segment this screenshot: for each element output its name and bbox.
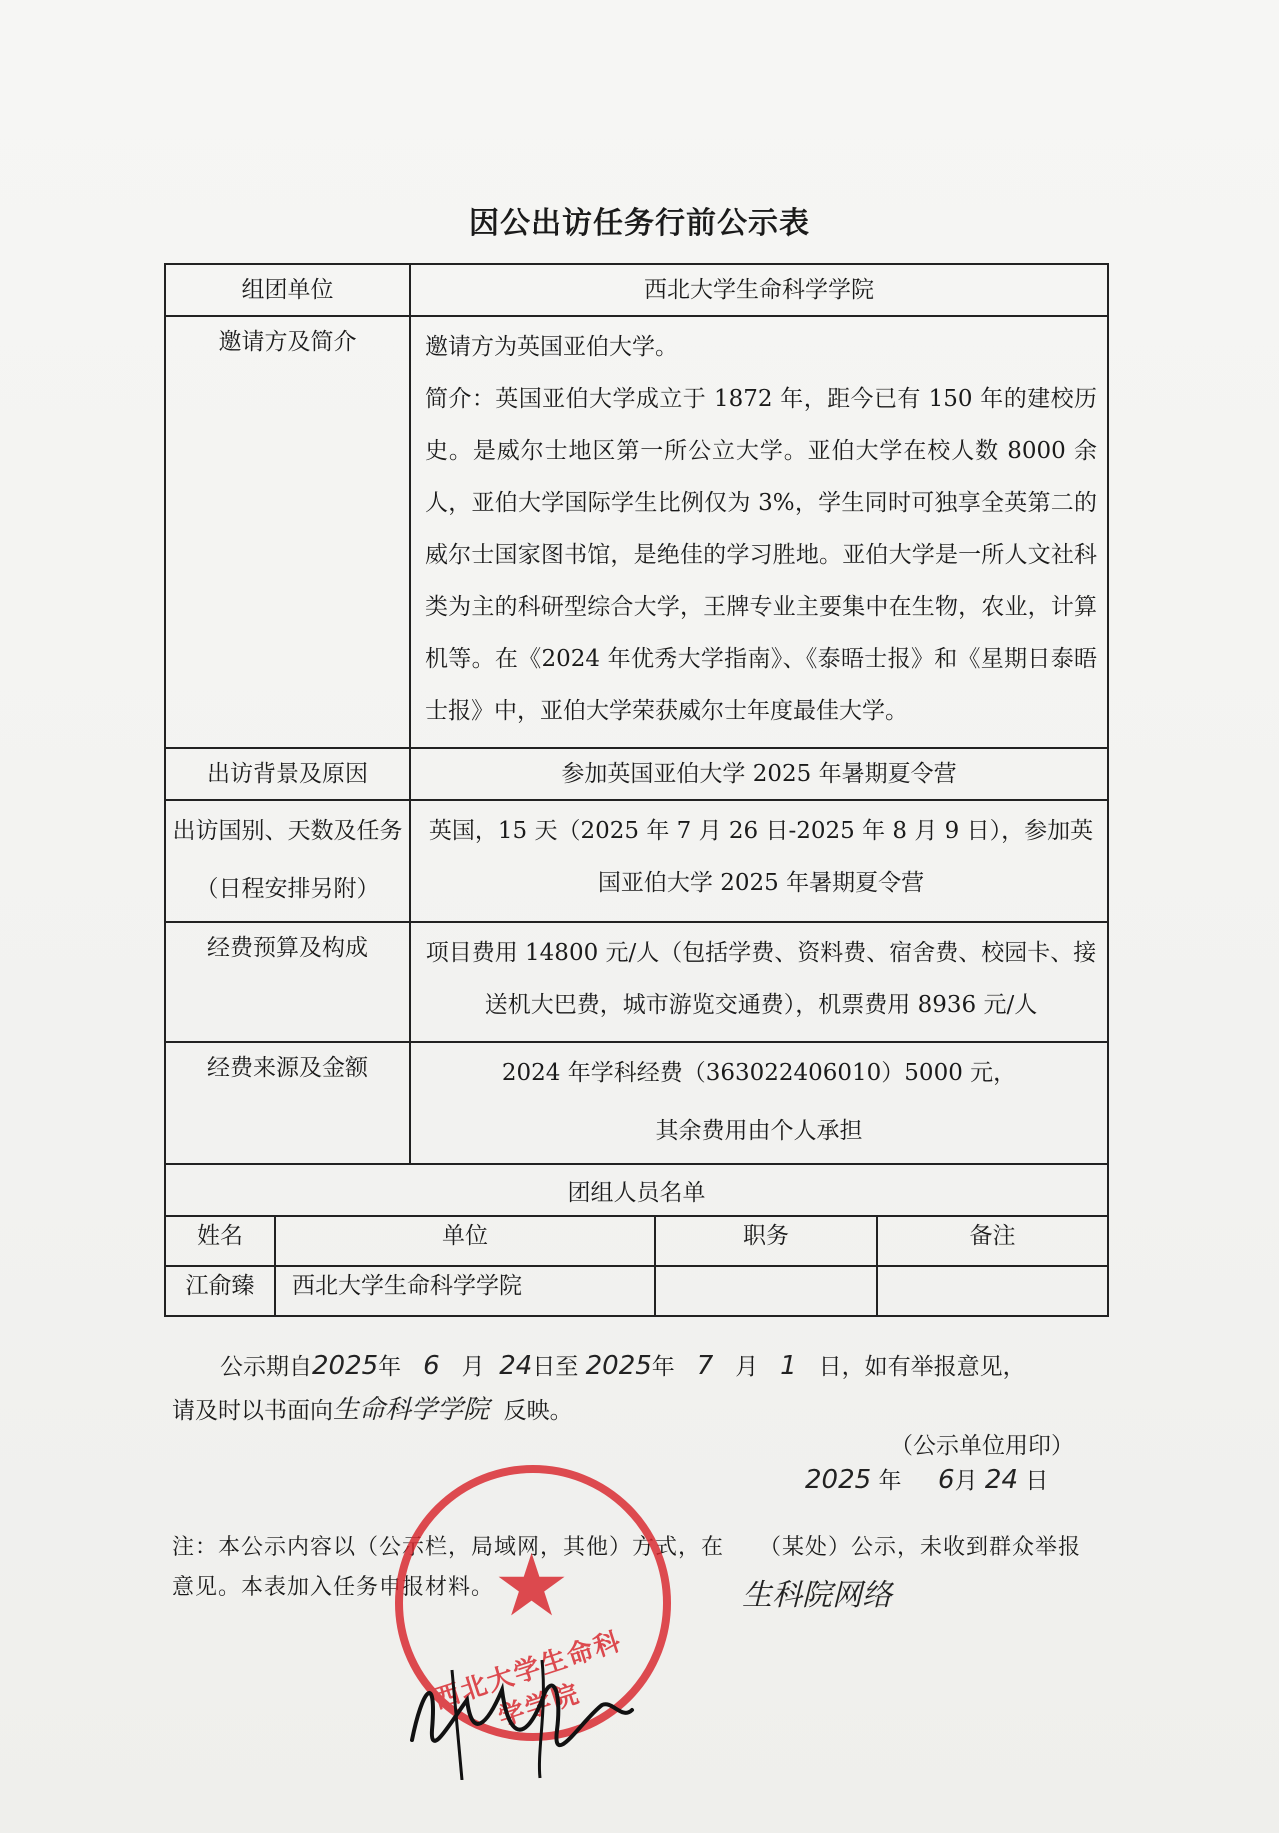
label-inviter: 邀请方及简介: [165, 316, 410, 748]
members-header-row: [165, 1216, 1108, 1266]
row-inviter: [165, 316, 1108, 748]
member-row: [165, 1266, 1108, 1316]
notice-yue-1: 月: [461, 1354, 485, 1380]
value-budget: [410, 922, 1108, 1042]
value-country: [410, 800, 1108, 922]
stamp-date-day: 24: [984, 1465, 1018, 1495]
notice-year-end: 2025: [585, 1351, 652, 1381]
row-country: [165, 800, 1108, 922]
col-unit: 单位: [275, 1216, 655, 1266]
funding-line2: 其余费用由个人承担: [655, 1118, 863, 1144]
footnote: 注：本公示内容以（公示栏，局域网，其他）方式，在 （某处）公示，未收到群众举报意见。本表加入任务申报材料。: [172, 1535, 1082, 1600]
row-members-heading: [165, 1164, 1108, 1216]
disclosure-form-table: [164, 263, 1109, 1317]
notice-month-end: 7: [696, 1351, 714, 1381]
notice-report-prefix: 请及时以书面向: [172, 1398, 333, 1424]
stamp-date-ri: 日: [1025, 1468, 1049, 1494]
notice-suffix: 日，如有举报意见，: [818, 1354, 1026, 1380]
notice-nian-2: 年: [651, 1354, 675, 1380]
notice-report-unit: 生命科学学院: [333, 1395, 490, 1425]
inviter-intro: 简介：英国亚伯大学成立于 1872 年，距今已有 150 年的建校历史。是威尔士地区第一所公立大学。亚伯大学在校人数 8000 余人，亚伯大学国际学生比例仅为 3%，学生同时可独享全英第二的威尔士国家图书馆，是绝佳的学习胜地。亚伯大学是一所人文社科类为主的科研型综合大学，王牌专业主要集中在生物，农业，计算机等。在《2024 年优秀大学指南》、《泰晤士报》和《星期日泰晤士报》中，亚伯大学荣获威尔士年度最佳大学。: [425, 386, 1098, 724]
stamp-date: [805, 1462, 1048, 1495]
value-funding: [410, 1042, 1108, 1164]
stamp-date-yue: 月: [954, 1468, 978, 1494]
notice-day-end: 1: [780, 1351, 797, 1381]
label-country-schedule: （日程安排另附）: [195, 876, 380, 902]
notice-nian-1: 年: [378, 1354, 402, 1380]
label-group-unit: 组团单位: [165, 264, 410, 316]
document-title: 因公出访任务行前公示表: [469, 206, 810, 241]
label-background: 出访背景及原因: [165, 748, 410, 800]
row-group-unit: [165, 264, 1108, 316]
label-country-cell: [165, 800, 410, 922]
label-budget: 经费预算及构成: [165, 922, 410, 1042]
member-name: 江俞臻: [165, 1266, 275, 1316]
stamp-date-nian: 年: [878, 1468, 902, 1494]
notice-period-line: [220, 1348, 1026, 1381]
stamp-date-month: 6: [938, 1465, 955, 1495]
member-unit: 西北大学生命科学学院: [275, 1266, 655, 1316]
members-heading: 团组人员名单: [165, 1164, 1108, 1216]
notice-report-suffix: 反映。: [503, 1398, 573, 1424]
country-text: 英国，15 天（2025 年 7 月 26 日-2025 年 8 月 9 日），参加英国亚伯大学 2025 年暑期夏令营: [428, 818, 1094, 896]
inviter-line1: 邀请方为英国亚伯大学。: [425, 334, 678, 360]
notice-to: 日至: [532, 1354, 579, 1380]
stamp-date-year: 2025: [805, 1465, 872, 1495]
row-background: [165, 748, 1108, 800]
row-funding: [165, 1042, 1108, 1164]
notice-yue-2: 月: [735, 1354, 759, 1380]
col-position: 职务: [655, 1216, 877, 1266]
seal-text: 西北大学生命科学学院: [430, 1626, 626, 1734]
label-funding: 经费来源及金额: [165, 1042, 410, 1164]
member-position: [655, 1266, 877, 1316]
row-budget: [165, 922, 1108, 1042]
notice-year-start: 2025: [312, 1351, 379, 1381]
budget-text: 项目费用 14800 元/人（包括学费、资料费、宿舍费、校园卡、接送机大巴费，城市游览交通费），机票费用 8936 元/人: [425, 940, 1097, 1018]
signature-icon: [392, 1630, 652, 1780]
col-name: 姓名: [165, 1216, 275, 1266]
funding-line1: 2024 年学科经费（363022406010）5000 元，: [501, 1060, 1017, 1086]
value-inviter: [410, 316, 1108, 748]
member-remarks: [877, 1266, 1108, 1316]
value-background: 参加英国亚伯大学 2025 年暑期夏令营: [410, 748, 1108, 800]
notice-month-start: 6: [423, 1351, 440, 1381]
value-group-unit: 西北大学生命科学学院: [410, 264, 1108, 316]
col-remarks: 备注: [877, 1216, 1108, 1266]
seal-star-icon: ★: [493, 1536, 571, 1636]
stamp-label: （公示单位用印）: [890, 1433, 1074, 1459]
label-country: 出访国别、天数及任务: [172, 818, 403, 844]
notice-day-start: 24: [499, 1351, 533, 1381]
handwritten-note: 生科院网络: [742, 1578, 892, 1613]
notice-report-line: [172, 1389, 573, 1426]
notice-prefix: 公示期自: [220, 1354, 312, 1380]
